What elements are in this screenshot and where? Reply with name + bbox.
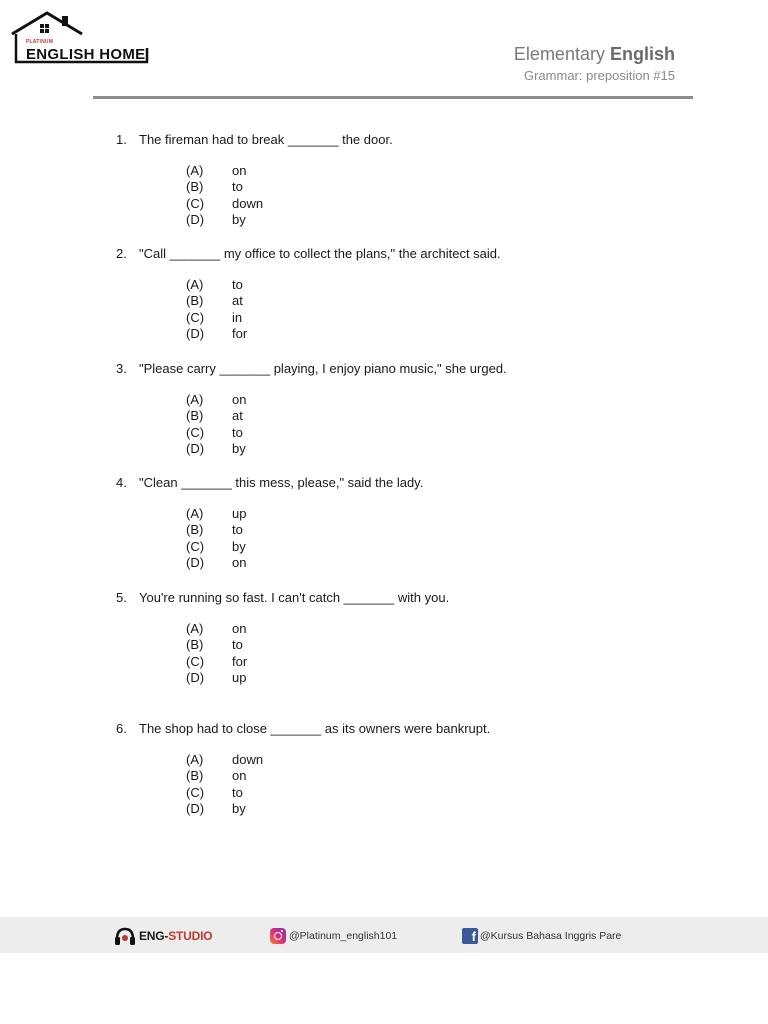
english-home-logo: [10, 10, 150, 66]
question-text: The fireman had to break _______ the door.: [139, 132, 393, 147]
question-3: [116, 360, 716, 456]
option-letter: (A): [186, 277, 204, 292]
question-number: 3.: [116, 361, 127, 376]
logo-small-text: PLATINUM: [26, 39, 54, 45]
option-word: on: [232, 392, 247, 407]
option-letter: (C): [186, 653, 205, 669]
question-text: The shop had to close _______ as its owners were bankrupt.: [139, 721, 491, 736]
option-word: on: [232, 554, 247, 570]
option-word: by: [232, 538, 246, 554]
question-5: [116, 589, 716, 685]
question-1: [116, 131, 716, 227]
option-word: at: [232, 408, 243, 424]
instagram-handle: @Platinum_english101: [289, 930, 398, 942]
option-letter: (B): [186, 408, 204, 424]
question-number: 6.: [116, 721, 127, 736]
option-letter: (D): [186, 211, 205, 227]
question-text: "Call _______ my office to collect the plans," the architect said.: [139, 246, 501, 261]
option-letter: (A): [186, 506, 204, 521]
option-word: down: [232, 752, 264, 767]
option-letter: (A): [186, 752, 204, 767]
facebook-icon: f: [462, 928, 478, 944]
facebook-handle: @Kursus Bahasa Inggris Pare: [480, 930, 622, 942]
option-word: by: [232, 440, 246, 456]
option-letter: (A): [186, 621, 204, 636]
option-word: to: [232, 179, 243, 195]
option-word: to: [232, 277, 243, 292]
option-word: at: [232, 293, 243, 309]
question-text: You're running so fast. I can't catch _______ with you.: [139, 590, 450, 605]
facebook-link[interactable]: [462, 926, 621, 946]
option-word: on: [232, 768, 247, 784]
question-4: [116, 474, 716, 570]
option-word: up: [232, 506, 247, 521]
option-letter: (B): [186, 637, 204, 653]
option-letter: (B): [186, 522, 204, 538]
title-strong: English: [609, 44, 675, 64]
question-number: 1.: [116, 132, 127, 147]
instagram-icon: [270, 928, 286, 944]
option-word: on: [232, 163, 247, 178]
studio-suffix: STUDIO: [168, 929, 213, 943]
title-prefix: Elementary: [513, 44, 605, 64]
header-divider: [93, 96, 693, 99]
option-word: to: [232, 784, 243, 800]
option-word: to: [232, 424, 243, 440]
question-6: [116, 720, 716, 816]
question-2: [116, 245, 716, 341]
option-letter: (B): [186, 768, 204, 784]
option-letter: (B): [186, 179, 204, 195]
question-number: 4.: [116, 475, 127, 490]
question-text: "Clean _______ this mess, please," said the lady.: [139, 475, 424, 490]
page-title: [514, 44, 675, 65]
question-number: 5.: [116, 590, 127, 605]
option-word: on: [232, 621, 247, 636]
option-word: for: [232, 653, 248, 669]
option-word: by: [232, 800, 246, 816]
footer-bar: [0, 917, 768, 953]
studio-prefix: ENG-: [139, 929, 169, 943]
page-subtitle: Grammar: preposition #15: [523, 68, 675, 83]
option-letter: (A): [186, 392, 204, 407]
option-letter: (D): [186, 669, 205, 685]
option-word: down: [232, 195, 264, 211]
option-letter: (A): [186, 163, 204, 178]
option-letter: (C): [186, 784, 205, 800]
option-word: to: [232, 522, 243, 538]
option-letter: (D): [186, 325, 205, 341]
option-word: to: [232, 637, 243, 653]
option-letter: (C): [186, 195, 205, 211]
option-letter: (C): [186, 538, 205, 554]
instagram-link[interactable]: [270, 926, 397, 946]
option-letter: (B): [186, 293, 204, 309]
option-word: by: [232, 211, 246, 227]
option-letter: (D): [186, 440, 205, 456]
option-letter: (C): [186, 424, 205, 440]
eng-studio-logo: [114, 926, 212, 946]
logo-main-text: ENGLISH HOME: [26, 46, 146, 63]
question-text: "Please carry _______ playing, I enjoy piano music," she urged.: [139, 361, 507, 376]
option-letter: (D): [186, 800, 205, 816]
option-word: in: [232, 309, 243, 325]
headphones-icon: [114, 926, 136, 946]
question-number: 2.: [116, 246, 127, 261]
option-word: up: [232, 669, 247, 685]
option-letter: (C): [186, 309, 205, 325]
option-letter: (D): [186, 554, 205, 570]
option-word: for: [232, 325, 248, 341]
